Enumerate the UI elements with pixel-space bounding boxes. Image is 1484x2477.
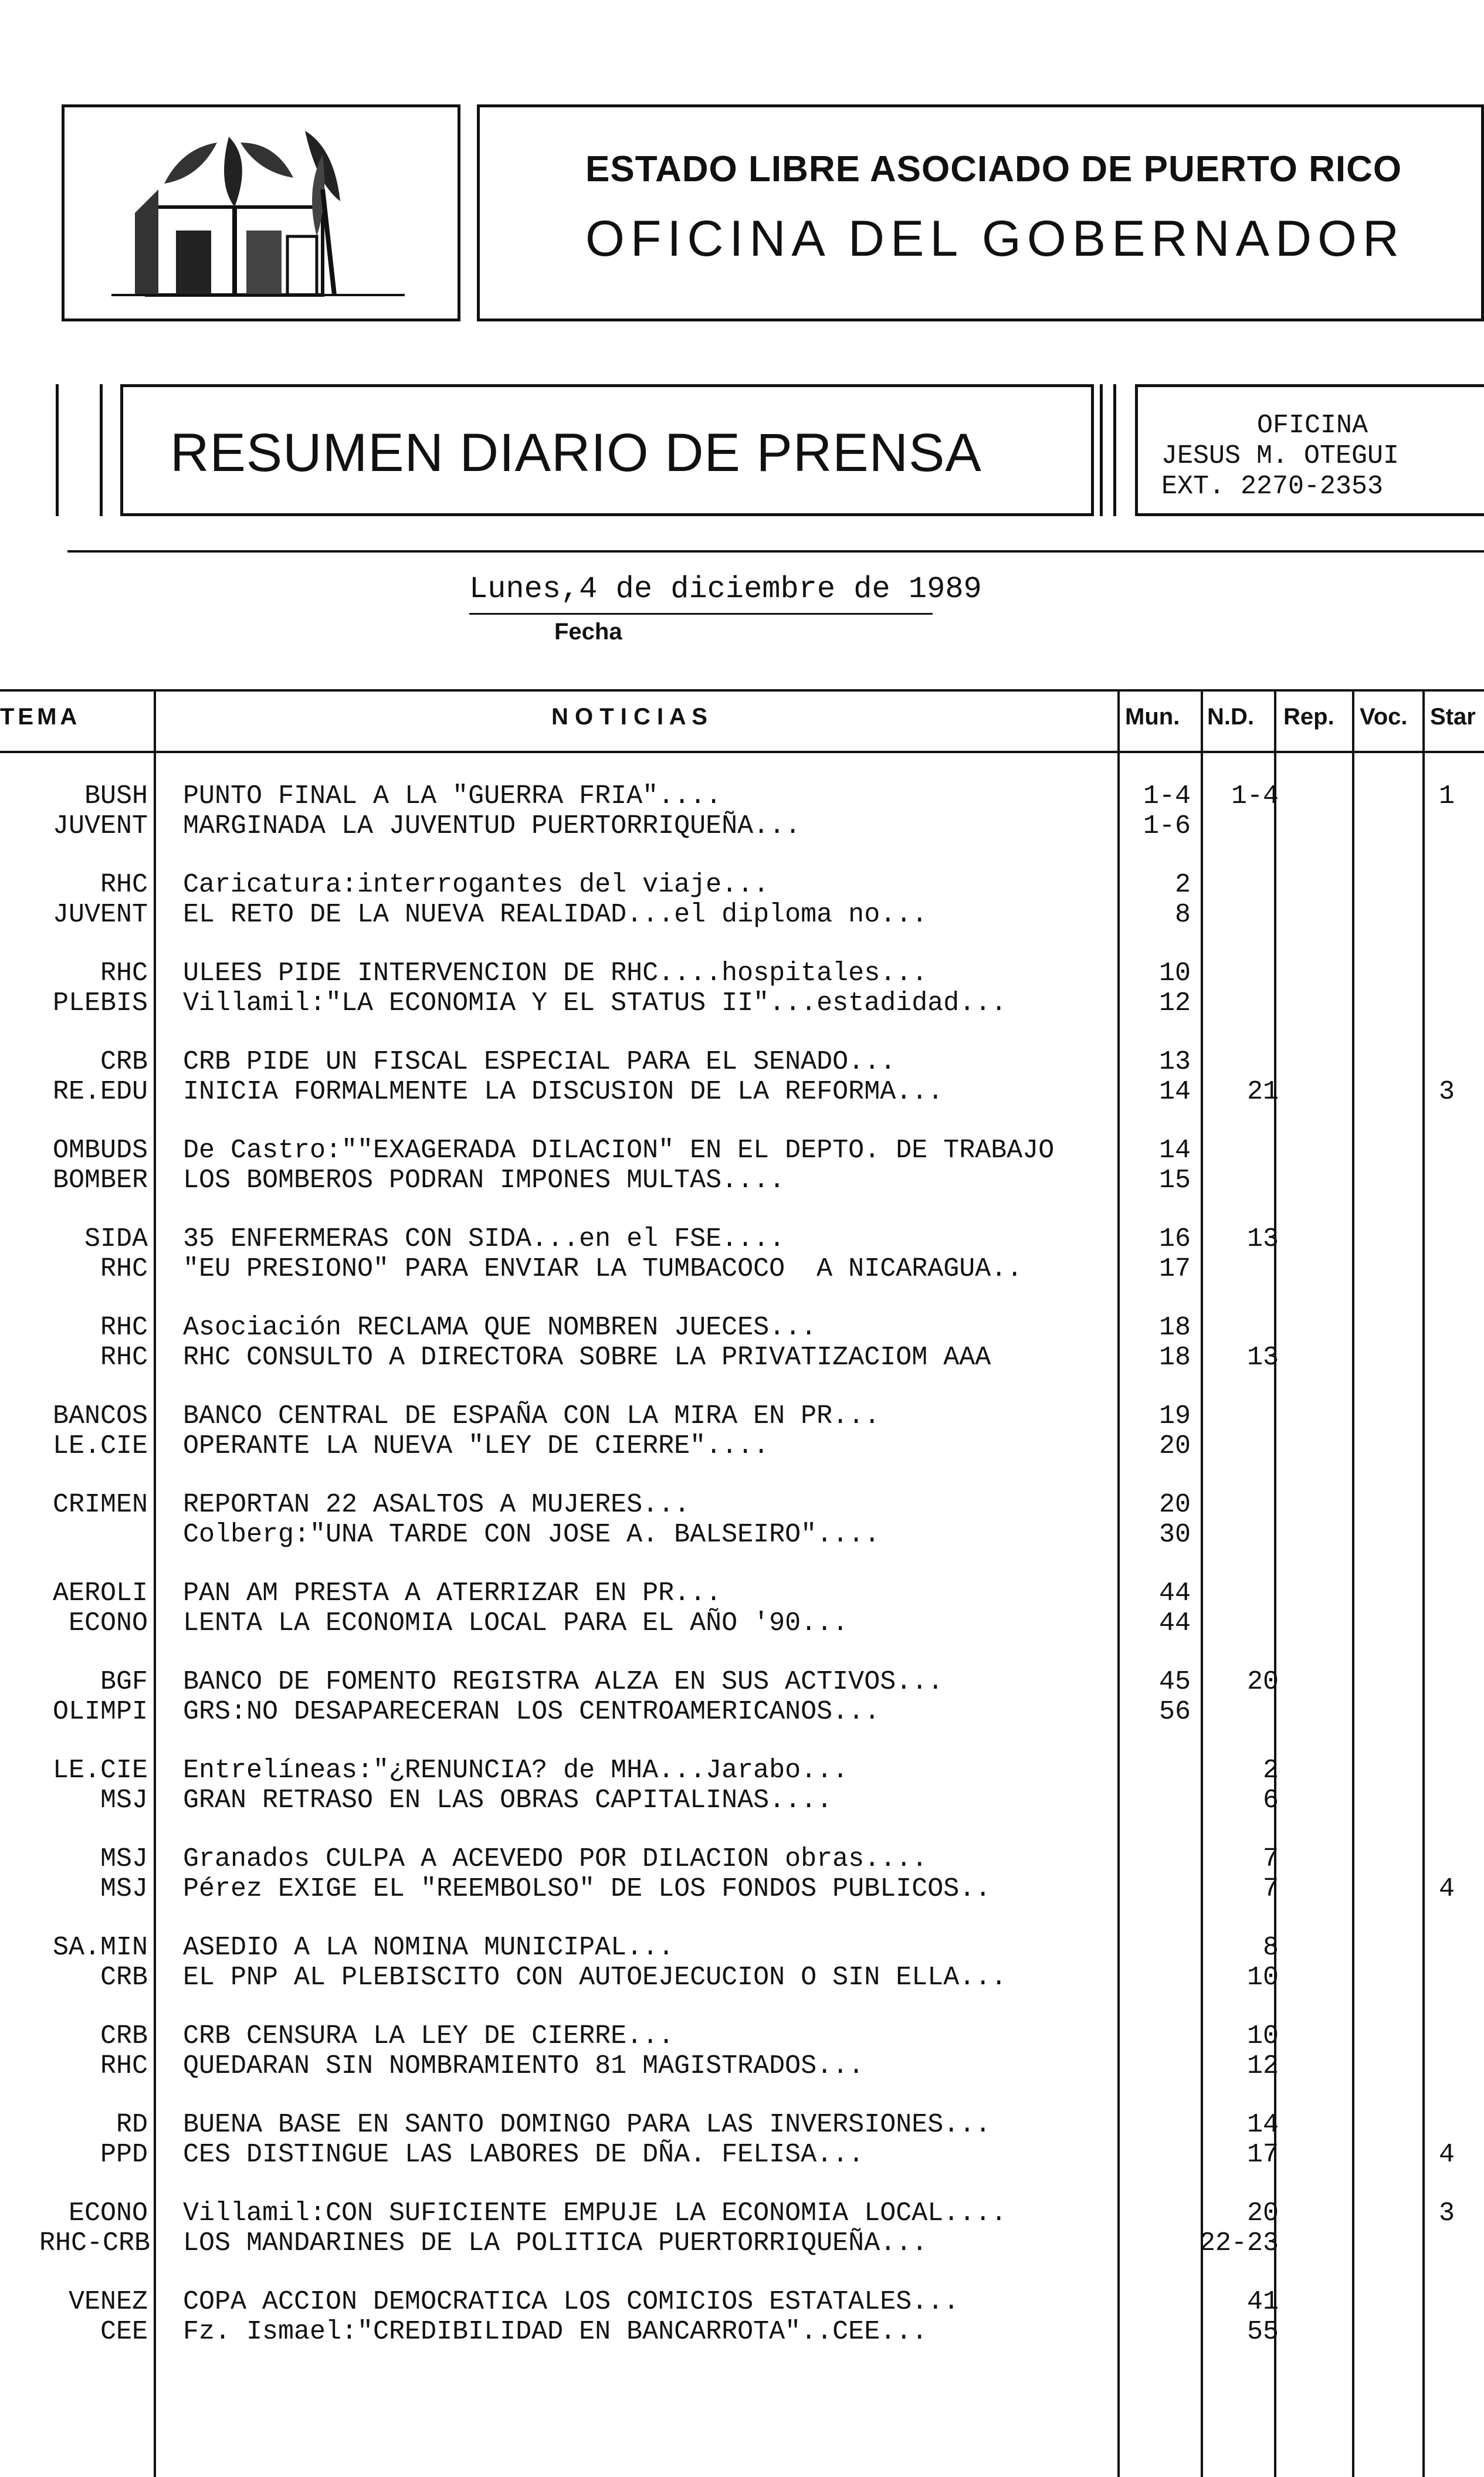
row-noticia: CRB CENSURA LA LEY DE CIERRE... xyxy=(183,2021,675,2051)
row-mun: 16 xyxy=(1158,1224,1191,1254)
row-noticia: BUENA BASE EN SANTO DOMINGO PARA LAS INVERSIONES... xyxy=(183,2110,991,2140)
table-row xyxy=(0,1844,1484,1875)
row-mun: 20 xyxy=(1158,1490,1191,1520)
row-nd: 10 xyxy=(1246,1963,1279,1993)
table-row xyxy=(0,1431,1484,1462)
row-mun: 19 xyxy=(1158,1401,1191,1431)
row-tema: CRIMEN xyxy=(52,1490,148,1520)
row-noticia: 35 ENFERMERAS CON SIDA...en el FSE.... xyxy=(183,1224,785,1254)
table-row xyxy=(0,1047,1484,1077)
banner-box xyxy=(120,384,1094,516)
table-row xyxy=(0,2140,1484,2170)
row-noticia: Villamil:"LA ECONOMIA Y EL STATUS II"...estadidad... xyxy=(183,988,1007,1018)
row-mun: 44 xyxy=(1158,1578,1191,1608)
table-row xyxy=(0,2317,1484,2347)
table-row xyxy=(0,958,1484,989)
date-value: Lunes,4 de diciembre de 1989 xyxy=(469,572,982,606)
header-line2: OFICINA DEL GOBERNADOR xyxy=(585,211,1405,267)
table-row xyxy=(0,2051,1484,2082)
row-tema: RE.EDU xyxy=(52,1077,148,1107)
header-box xyxy=(477,104,1484,321)
row-nd: 22-23 xyxy=(1199,2228,1279,2258)
banner-bar xyxy=(1100,384,1103,516)
row-noticia: Pérez EXIGE EL "REEMBOLSO" DE LOS FONDOS PUBLICOS.. xyxy=(183,1874,991,1904)
row-mun: 8 xyxy=(1174,900,1191,930)
row-mun: 18 xyxy=(1158,1343,1191,1373)
row-tema: BOMBER xyxy=(52,1165,148,1195)
row-noticia: QUEDARAN SIN NOMBRAMIENTO 81 MAGISTRADOS... xyxy=(183,2051,865,2081)
row-tema: JUVENT xyxy=(52,811,148,841)
row-noticia: BANCO CENTRAL DE ESPAÑA CON LA MIRA EN PR... xyxy=(183,1401,880,1431)
row-nd: 7 xyxy=(1262,1844,1279,1874)
row-tema: RHC xyxy=(100,2051,148,2081)
row-nd: 55 xyxy=(1246,2317,1279,2347)
header-mun: Mun. xyxy=(1125,704,1180,730)
row-tema: BGF xyxy=(100,1667,148,1697)
row-star: 4 xyxy=(1438,2140,1455,2170)
table-row xyxy=(0,811,1484,842)
row-mun: 10 xyxy=(1158,958,1191,988)
row-nd: 13 xyxy=(1246,1224,1279,1254)
row-noticia: RHC CONSULTO A DIRECTORA SOBRE LA PRIVATIZACIOM AAA xyxy=(183,1343,991,1373)
row-mun: 15 xyxy=(1158,1165,1191,1195)
table-row xyxy=(0,1963,1484,1993)
row-tema: OMBUDS xyxy=(52,1136,148,1165)
row-mun: 18 xyxy=(1158,1313,1191,1343)
row-mun: 17 xyxy=(1158,1254,1191,1284)
row-nd: 17 xyxy=(1246,2140,1279,2170)
row-tema: AEROLI xyxy=(52,1578,148,1608)
row-noticia: GRS:NO DESAPARECERAN LOS CENTROAMERICANOS... xyxy=(183,1697,880,1727)
row-nd: 20 xyxy=(1246,1667,1279,1697)
row-mun: 30 xyxy=(1158,1520,1191,1550)
header-rep: Rep. xyxy=(1283,704,1334,730)
row-nd: 8 xyxy=(1262,1933,1279,1963)
seal-box xyxy=(62,104,460,321)
row-mun: 56 xyxy=(1158,1697,1191,1727)
row-mun: 20 xyxy=(1158,1431,1191,1461)
row-noticia: OPERANTE LA NUEVA "LEY DE CIERRE".... xyxy=(183,1431,770,1461)
table-row xyxy=(0,1343,1484,1373)
row-tema: MSJ xyxy=(100,1874,148,1904)
row-tema: RHC-CRB xyxy=(39,2228,151,2258)
header-voc: Voc. xyxy=(1360,704,1408,730)
row-tema: BUSH xyxy=(84,781,148,811)
row-noticia: LOS MANDARINES DE LA POLITICA PUERTORRIQUEÑA... xyxy=(183,2228,928,2258)
office-line2: JESUS M. OTEGUI xyxy=(1161,441,1400,471)
row-tema: RHC xyxy=(100,1313,148,1343)
row-nd: 20 xyxy=(1246,2198,1279,2228)
row-noticia: Colberg:"UNA TARDE CON JOSE A. BALSEIRO".... xyxy=(183,1520,880,1550)
table-row xyxy=(0,1490,1484,1520)
row-mun: 12 xyxy=(1158,988,1191,1018)
row-tema: PLEBIS xyxy=(52,988,148,1018)
header-tema: TEMA xyxy=(0,704,81,730)
date-underline xyxy=(469,613,933,615)
row-star: 3 xyxy=(1438,2198,1455,2228)
header-star: Star xyxy=(1430,704,1476,730)
table-row xyxy=(0,1756,1484,1786)
row-noticia: COPA ACCION DEMOCRATICA LOS COMICIOS ESTATALES... xyxy=(183,2287,960,2317)
row-mun: 13 xyxy=(1158,1047,1191,1077)
row-tema: SA.MIN xyxy=(52,1933,148,1963)
header-noticias: N O T I C I A S xyxy=(551,704,707,730)
row-tema: BANCOS xyxy=(52,1401,148,1431)
row-tema: ECONO xyxy=(68,2198,148,2228)
table-row xyxy=(0,1578,1484,1609)
row-tema: ECONO xyxy=(68,1608,148,1638)
table-row xyxy=(0,1401,1484,1432)
row-mun: 44 xyxy=(1158,1608,1191,1638)
row-tema: RHC xyxy=(100,958,148,988)
row-noticia: Entrelíneas:"¿RENUNCIA? de MHA...Jarabo... xyxy=(183,1756,849,1785)
row-tema: VENEZ xyxy=(68,2287,148,2317)
row-nd: 6 xyxy=(1262,1785,1279,1815)
table-row xyxy=(0,2021,1484,2052)
table-row xyxy=(0,988,1484,1019)
row-nd: 7 xyxy=(1262,1874,1279,1904)
table-row xyxy=(0,1667,1484,1697)
table-row xyxy=(0,1785,1484,1816)
table-row xyxy=(0,1313,1484,1343)
row-noticia: BANCO DE FOMENTO REGISTRA ALZA EN SUS ACTIVOS... xyxy=(183,1667,944,1697)
table-row xyxy=(0,1254,1484,1285)
row-noticia: ULEES PIDE INTERVENCION DE RHC....hospitales... xyxy=(183,958,928,988)
table-row xyxy=(0,1165,1484,1196)
row-tema: LE.CIE xyxy=(52,1431,148,1461)
row-noticia: Granados CULPA A ACEVEDO POR DILACION obras.... xyxy=(183,1844,928,1874)
row-nd: 21 xyxy=(1246,1077,1279,1107)
table-row xyxy=(0,2287,1484,2317)
row-star: 3 xyxy=(1438,1077,1455,1107)
row-tema: RD xyxy=(116,2110,148,2140)
table-row xyxy=(0,900,1484,930)
row-mun: 1-6 xyxy=(1143,811,1191,841)
row-nd: 41 xyxy=(1246,2287,1279,2317)
table-row xyxy=(0,1608,1484,1639)
row-noticia: PUNTO FINAL A LA "GUERRA FRIA".... xyxy=(183,781,722,811)
row-mun: 14 xyxy=(1158,1136,1191,1165)
row-nd: 1-4 xyxy=(1231,781,1279,811)
banner-bar xyxy=(56,384,59,516)
row-noticia: MARGINADA LA JUVENTUD PUERTORRIQUEÑA... xyxy=(183,811,801,841)
row-nd: 13 xyxy=(1246,1343,1279,1373)
row-noticia: EL RETO DE LA NUEVA REALIDAD...el diploma no... xyxy=(183,900,928,930)
row-nd: 10 xyxy=(1246,2021,1279,2051)
separator-rule xyxy=(67,550,1484,553)
row-noticia: CRB PIDE UN FISCAL ESPECIAL PARA EL SENADO... xyxy=(183,1047,896,1077)
row-noticia: LENTA LA ECONOMIA LOCAL PARA EL AÑO '90... xyxy=(183,1608,849,1638)
row-noticia: EL PNP AL PLEBISCITO CON AUTOEJECUCION O SIN ELLA... xyxy=(183,1963,1007,1993)
row-tema: CEE xyxy=(100,2317,148,2347)
row-mun: 2 xyxy=(1174,870,1191,900)
row-tema: PPD xyxy=(100,2140,148,2170)
row-noticia: Villamil:CON SUFICIENTE EMPUJE LA ECONOMIA LOCAL.... xyxy=(183,2198,1007,2228)
office-line3: EXT. 2270-2353 xyxy=(1161,472,1384,502)
row-mun: 45 xyxy=(1158,1667,1191,1697)
date-label: Fecha xyxy=(554,619,622,645)
table-row xyxy=(0,1136,1484,1166)
row-tema: LE.CIE xyxy=(52,1756,148,1785)
row-tema: MSJ xyxy=(100,1785,148,1815)
row-nd: 12 xyxy=(1246,2051,1279,2081)
row-tema: SIDA xyxy=(84,1224,148,1254)
table-header-rule xyxy=(0,751,1484,753)
row-nd: 2 xyxy=(1262,1756,1279,1785)
row-nd: 14 xyxy=(1246,2110,1279,2140)
row-star: 1 xyxy=(1438,781,1455,811)
table-row xyxy=(0,1224,1484,1255)
row-noticia: "EU PRESIONO" PARA ENVIAR LA TUMBACOCO A NICARAGUA.. xyxy=(183,1254,1023,1284)
row-noticia: PAN AM PRESTA A ATERRIZAR EN PR... xyxy=(183,1578,722,1608)
row-star: 4 xyxy=(1438,1874,1455,1904)
table-row xyxy=(0,1697,1484,1727)
table-row xyxy=(0,1520,1484,1550)
row-tema: OLIMPI xyxy=(52,1697,148,1727)
row-noticia: Fz. Ismael:"CREDIBILIDAD EN BANCARROTA"..CEE... xyxy=(183,2317,928,2347)
table-row xyxy=(0,1933,1484,1963)
table-row xyxy=(0,781,1484,812)
banner-bar xyxy=(1113,384,1116,516)
row-tema: CRB xyxy=(100,1963,148,1993)
row-noticia: CES DISTINGUE LAS LABORES DE DÑA. FELISA... xyxy=(183,2140,865,2170)
table-row xyxy=(0,2198,1484,2229)
table-row xyxy=(0,1077,1484,1107)
row-noticia: Caricatura:interrogantes del viaje... xyxy=(183,870,770,900)
row-tema: CRB xyxy=(100,1047,148,1077)
row-noticia: GRAN RETRASO EN LAS OBRAS CAPITALINAS.... xyxy=(183,1785,833,1815)
table-row xyxy=(0,870,1484,900)
fortaleza-illustration xyxy=(111,119,405,307)
row-tema: RHC xyxy=(100,870,148,900)
row-noticia: De Castro:""EXAGERADA DILACION" EN EL DEPTO. DE TRABAJO xyxy=(183,1136,1055,1165)
row-noticia: LOS BOMBEROS PODRAN IMPONES MULTAS.... xyxy=(183,1165,785,1195)
row-noticia: Asociación RECLAMA QUE NOMBREN JUECES... xyxy=(183,1313,817,1343)
row-mun: 1-4 xyxy=(1143,781,1191,811)
header-nd: N.D. xyxy=(1207,704,1254,730)
row-tema: RHC xyxy=(100,1254,148,1284)
row-tema: MSJ xyxy=(100,1844,148,1874)
banner-bar xyxy=(100,384,103,516)
row-noticia: INICIA FORMALMENTE LA DISCUSION DE LA REFORMA... xyxy=(183,1077,944,1107)
row-tema: CRB xyxy=(100,2021,148,2051)
office-box xyxy=(1135,384,1484,516)
table-row xyxy=(0,2110,1484,2140)
banner-title: RESUMEN DIARIO DE PRENSA xyxy=(170,423,982,483)
row-mun: 14 xyxy=(1158,1077,1191,1107)
table-row xyxy=(0,1874,1484,1905)
header-line1: ESTADO LIBRE ASOCIADO DE PUERTO RICO xyxy=(585,149,1402,189)
office-line1: OFICINA xyxy=(1256,411,1368,440)
row-noticia: REPORTAN 22 ASALTOS A MUJERES... xyxy=(183,1490,690,1520)
table-row xyxy=(0,2228,1484,2259)
table-top-rule xyxy=(0,689,1484,692)
row-tema: JUVENT xyxy=(52,900,148,930)
row-noticia: ASEDIO A LA NOMINA MUNICIPAL... xyxy=(183,1933,675,1963)
row-tema: RHC xyxy=(100,1343,148,1373)
